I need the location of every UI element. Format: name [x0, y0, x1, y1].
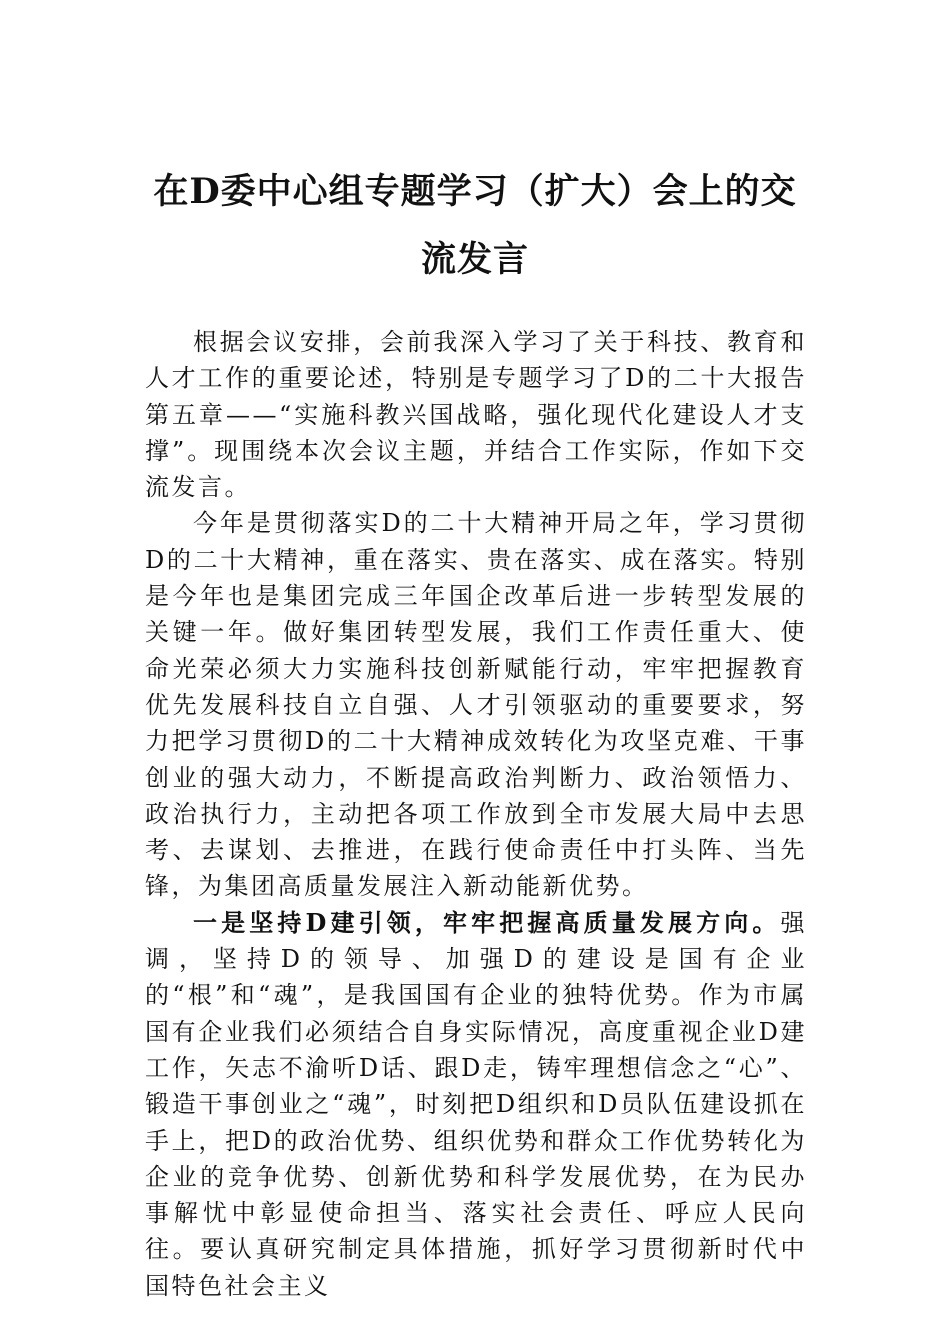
paragraph-text: 强调，坚持D的领导、加强D的建设是国有企业的“根”和“魂”，是我国国有企业的独特优势。作为市属国有企业我们必须结合自身实际情况，高度重视企业D建工作，矢志不渝听D话、跟D走，铸牢理想信念之“心”、锻造干事创业之“魂”，时刻把D组织和D员队伍建设抓在手上，把D的政治优势、组织优势和群众工作优势转化为企业的竞争优势、创新优势和科学发展优势，在为民办事解忧中彰显使命担当、落实社会责任、呼应人民向往。要认真研究制定具体措施，抓好学习贯彻新时代中国特色社会主义: [145, 908, 807, 1300]
document-title: 在D委中心组专题学习（扩大）会上的交流发言: [153, 171, 797, 280]
paragraph-lead-heading: 一是坚持D建引领，牢牢把握高质量发展方向。: [193, 907, 781, 937]
paragraph-intro: [145, 324, 807, 505]
document-body: [145, 324, 807, 1304]
paragraph-text: 今年是贯彻落实D的二十大精神开局之年，学习贯彻D的二十大精神，重在落实、贵在落实、成在落实。特别是今年也是集团完成三年国企改革后进一步转型发展的关键一年。做好集团转型发展，我们工作责任重大、使命光荣必须大力实施科技创新赋能行动，牢牢把握教育优先发展科技自立自强、人才引领驱动的重要要求，努力把学习贯彻D的二十大精神成效转化为攻坚克难、干事创业的强大动力，不断提高政治判断力、政治领悟力、政治执行力，主动把各项工作放到全市发展大局中去思考、去谋划、去推进，在践行使命责任中打头阵、当先锋，为集团高质量发展注入新动能新优势。: [145, 509, 807, 901]
paragraph-background: [145, 505, 807, 904]
paragraph-point-one: [145, 905, 807, 1304]
paragraph-text: 根据会议安排，会前我深入学习了关于科技、教育和人才工作的重要论述，特别是专题学习了D的二十大报告第五章——“实施科教兴国战略，强化现代化建设人才支撑”。现围绕本次会议主题，并结合工作实际，作如下交流发言。: [145, 328, 807, 502]
